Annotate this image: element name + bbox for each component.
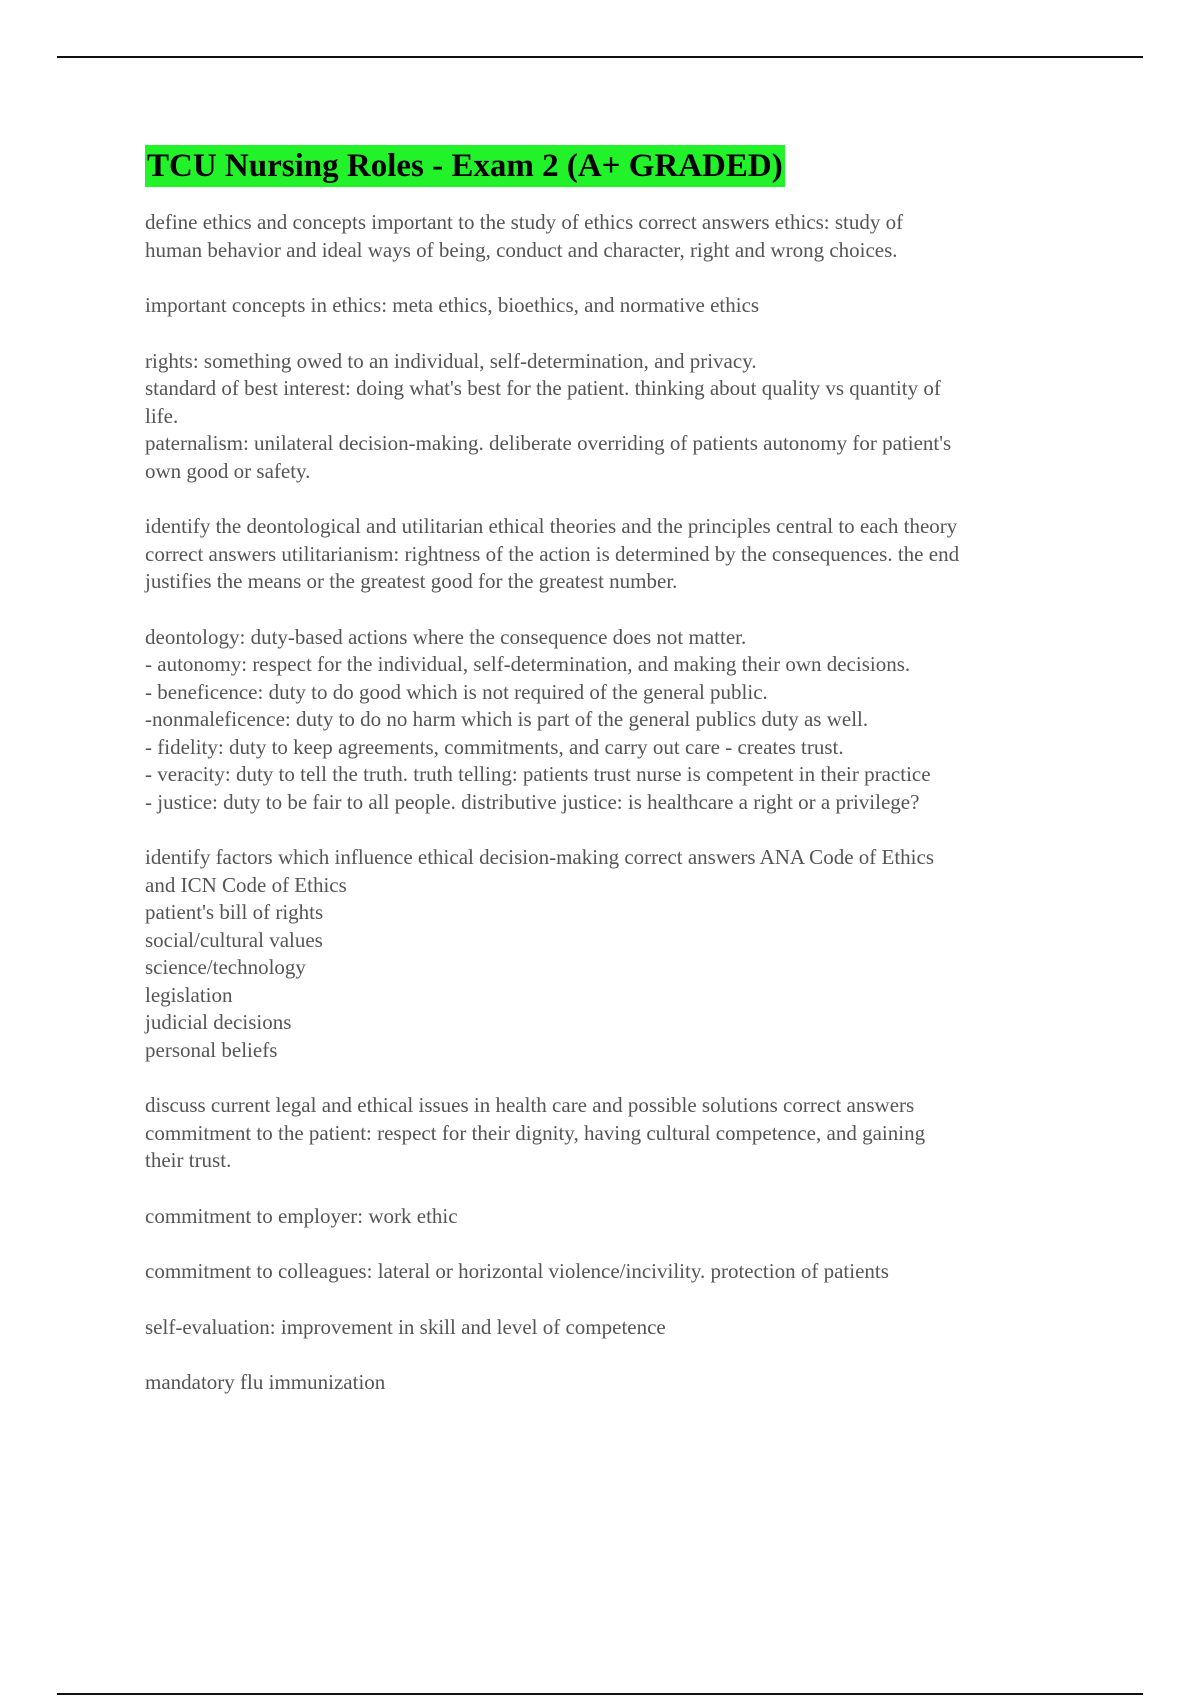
text-line: identify factors which influence ethical decision-making correct answers ANA Code of Ethics [145,845,934,869]
top-rule [57,56,1143,58]
text-line: self-evaluation: improvement in skill and level of competence [145,1314,666,1339]
paragraph [145,1369,1105,1397]
paragraph-gap [145,1230,1105,1258]
document-title: TCU Nursing Roles - Exam 2 (A+ GRADED) [145,145,785,187]
paragraph [145,1092,1105,1175]
text-line: standard of best interest: doing what's best for the patient. thinking about quality vs quantity of [145,376,941,400]
text-line: and ICN Code of Ethics [145,872,347,897]
text-line: legislation [145,982,233,1007]
paragraph [145,348,1105,486]
paragraph-gap [145,816,1105,844]
paragraph [145,1314,1105,1342]
paragraph [145,513,1105,596]
text-line: - veracity: duty to tell the truth. truth telling: patients trust nurse is competent in their practice [145,762,931,786]
text-line: discuss current legal and ethical issues in health care and possible solutions correct answers [145,1093,915,1117]
text-line: important concepts in ethics: meta ethics, bioethics, and normative ethics [145,293,760,317]
text-line: - beneficence: duty to do good which is not required of the general public. [145,679,768,704]
text-line: judicial decisions [145,1010,292,1034]
paragraph-gap [145,1064,1105,1092]
paragraph [145,1258,1105,1286]
paragraph-gap [145,1341,1105,1369]
text-line: - autonomy: respect for the individual, self-determination, and making their own decisions. [145,652,911,676]
paragraph [145,292,1105,320]
text-line: patient's bill of rights [145,900,324,924]
paragraph-gap [145,485,1105,513]
paragraph-gap [145,1286,1105,1314]
text-line: social/cultural values [145,927,323,952]
text-line: deontology: duty-based actions where the consequence does not matter. [145,624,747,649]
paragraph-gap [145,264,1105,292]
text-line: justifies the means or the greatest good for the greatest number. [145,569,678,593]
text-line: -nonmaleficence: duty to do no harm which is part of the general publics duty as well. [145,707,869,731]
text-line: life. [145,403,179,428]
text-line: - justice: duty to be fair to all people. distributive justice: is healthcare a right or a privilege? [145,789,920,814]
text-line: science/technology [145,955,306,979]
text-line: personal beliefs [145,1037,278,1062]
text-line: mandatory flu immunization [145,1370,386,1394]
text-line: rights: something owed to an individual, self-determination, and privacy. [145,348,757,373]
text-line: identify the deontological and utilitarian ethical theories and the principles central to each theory [145,514,958,538]
text-line: their trust. [145,1148,232,1172]
paragraph-gap [145,596,1105,624]
text-line: paternalism: unilateral decision-making. deliberate overriding of patients autonomy for patient's [145,431,952,455]
text-line: define ethics and concepts important to the study of ethics correct answers ethics: study of [145,210,904,234]
text-line: - fidelity: duty to keep agreements, commitments, and carry out care - creates trust. [145,734,844,759]
text-line: commitment to the patient: respect for their dignity, having cultural competence, and gaining [145,1120,926,1145]
bottom-rule [57,1693,1143,1695]
text-line: human behavior and ideal ways of being, conduct and character, right and wrong choices. [145,237,898,262]
paragraph [145,624,1105,817]
text-line: own good or safety. [145,458,311,483]
paragraph [145,209,1105,264]
paragraph-gap [145,1175,1105,1203]
text-line: commitment to colleagues: lateral or horizontal violence/incivility. protection of patients [145,1259,889,1283]
text-line: commitment to employer: work ethic [145,1203,458,1228]
paragraph [145,1203,1105,1231]
document-page [145,145,1105,1397]
paragraph-gap [145,320,1105,348]
paragraph [145,844,1105,1064]
document-body [145,209,1105,1397]
text-line: correct answers utilitarianism: rightness of the action is determined by the consequences. the end [145,541,960,566]
